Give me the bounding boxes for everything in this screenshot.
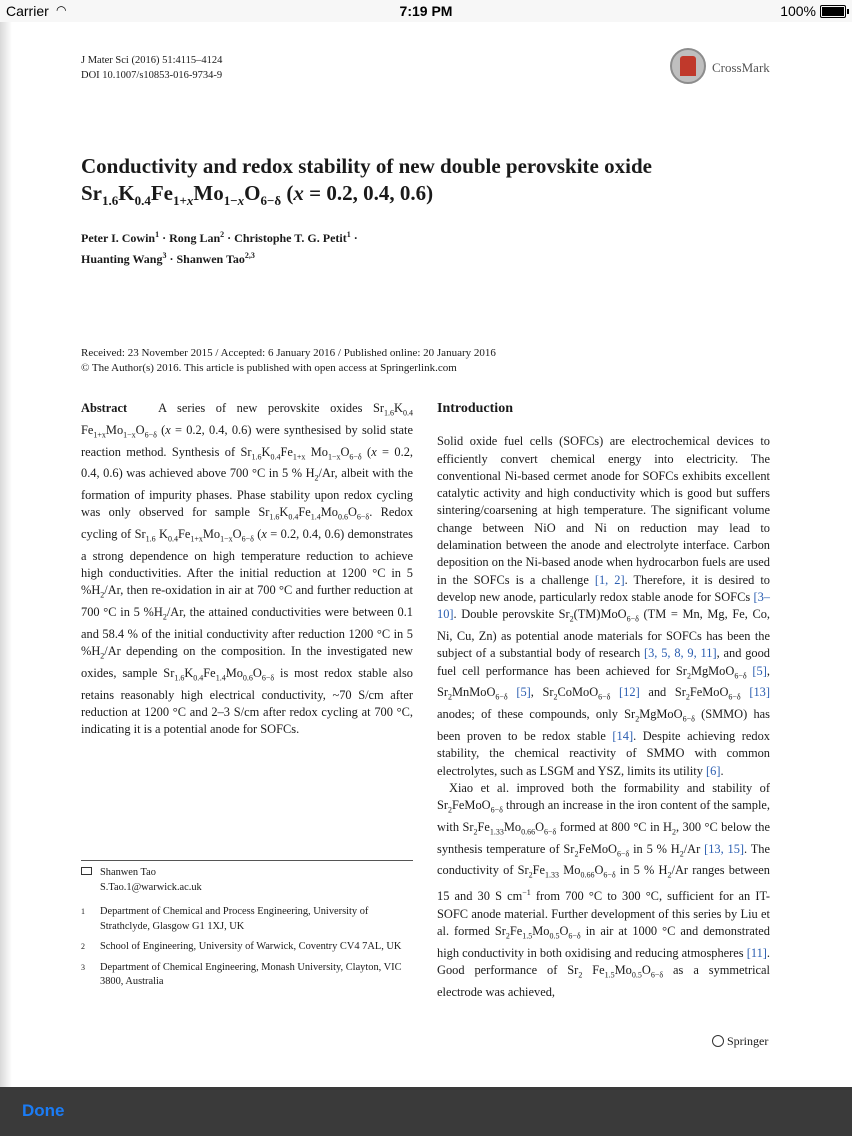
affiliation-text: School of Engineering, University of Warwick, Coventry CV4 7AL, UK [100,941,402,952]
reference-link[interactable]: [13] [749,685,770,700]
reference-link[interactable]: [6] [706,763,721,778]
crossmark-icon [670,48,706,84]
abstract-label: Abstract [81,401,128,415]
title-formula: $Sr_{1.6}K_{0.4}Fe_{1+x}Mo_{1-x}O_{6-\delta}$ [81,181,282,209]
springer-icon [712,1035,724,1047]
reference-link[interactable]: [1, 2] [594,572,625,587]
abstract-text: Abstract A series of new perovskite oxides $Sr_{1.6}K_{0.4}$ $Fe_{1+x}Mo_{1-x}O_{6-\delta}$ (x = 0.2, 0.4, 0.6) were synthesised by solid state reaction method. Synthesis of $Sr_{1.6}K_{0.4}Fe_{1+x}$ $Mo_{1-x}O_{6-\delta}$ (x = 0.2, 0.4, 0.6) was achieved above 700 °C in 5 % $H_2/Ar$, albeit with the formation of impurity phases. Phase stability upon redox cycling was only observed for sample $Sr_{1.6}K_{0.4}Fe_{1.4}Mo_{0.6}O_{6-\delta}$. Redox cycling of $Sr_{1.6}$ $K_{0.4}Fe_{1+x}Mo_{1-x}O_{6-\delta}$ (x = 0.2, 0.4, 0.6) demonstrates a strong dependence on high temperature reduction to achieve high conductivities. After the initial reduction at 1200 °C in 5 $\%H_2/Ar$, then re-oxidation in air at 700 °C and further reduction at 700 °C in 5 $\%H_2/Ar$, the attained conductivities were between 0.1 and 58.4 % of the initial conductivity after reduction 1200 °C in 5 $\%H_2/Ar$ depending on the composition. In the investigated new oxides, sample $Sr_{1.6}K_{0.4}Fe_{1.4}Mo_{0.6}O_{6-\delta}$ is most redox stable also retains reasonably high electrical conductivity, ~70 S/cm after reduction at 1200 °C and 2–3 S/cm after redox cycling at 700 °C, indicating it is a potential anode for SOFCs. [81,401,414,737]
intro-paragraph: Solid oxide fuel cells (SOFCs) are electrochemical devices to efficiently convert chemical energy into electricity. The conventional Ni-based cermet anode for SOFCs exhibits excellent catalytic activity and high conductivity which is good but suffers sintering/coarsening at high temperature. The significant volume change between NiO and Ni on reduction may lead to delamination between the anode and electrolyte interface. Carbon deposition on the Ni-based anode when hydrocarbon fuels are used in the SOFCs is a challenge [1, 2]. Therefore, it is desired to develop new anode, particularly redox stable anode for SOFCs [3–10]. Double perovskite $Sr_2(TM)MoO_{6-\delta}$ (TM = Mn, Mg, Fe, Co, Ni, Cu, Zn) as potential anode materials for SOFCs has been the subject of a substantial body of research [3, 5, 8, 9, 11], and good fuel cell performance has been achieved for $Sr_2MgMoO_{6-\delta}$ [5], $Sr_2MnMoO_{6-\delta}$ [5], $Sr_2CoMoO_{6-\delta}$ [12] and $Sr_2FeMoO_{6-\delta}$ [13] anodes; of these compounds, only $Sr_2MgMoO_{6-\delta}$ (SMMO) has been proven to be redox stable [14]. Despite achieving redox stability, the chemical reactivity of SMMO with common electrolytes, such as LSGM and YSZ, limits its utility [6]. [437,434,770,778]
author: Shanwen Tao [176,252,245,266]
author: Peter I. Cowin [81,231,156,245]
copyright-line: © The Author(s) 2016. This article is published with open access at Springerlink.com [81,362,457,374]
affiliation: 3 Department of Chemical Engineering, Monash University, Clayton, VIC 3800, Australia [81,961,402,987]
journal-citation [81,53,222,83]
reference-link[interactable]: [11] [746,945,767,960]
intro-paragraph: Xiao et al. improved both the formability and stability of $Sr_2FeMoO_{6-\delta}$ through an increase in the iron content of the sample, with $Sr_2Fe_{1.33}Mo_{0.66}O_{6-\delta}$ formed at 800 °C in $H_2$, 300 °C below the synthesis temperature of $Sr_2FeMoO_{6-\delta}$ in 5 % $H_2/Ar$ [13, 15]. The conductivity of $Sr_2Fe_{1.33}$ $Mo_{0.66}O_{6-\delta}$ in 5 % $H_2/Ar$ ranges between 15 and 30 S $cm^{-1}$ from 700 °C to 300 °C, sufficient for an IT-SOFC anode material. Further development of this series by Liu et al. formed $Sr_2Fe_{1.5}Mo_{0.5}O_{6-\delta}$ in air at 1000 °C and demonstrated high conductivity in both oxidising and reducing atmospheres [11]. Good performance of $Sr_2$ $Fe_{1.5}Mo_{0.5}O_{6-\delta}$ as a symmetrical electrode was achieved, [437,780,771,999]
status-time: 7:19 PM [399,3,453,19]
reference-link[interactable]: [5] [752,663,767,678]
done-button[interactable]: Done [22,1101,65,1120]
bottom-toolbar [0,1087,852,1136]
author: Christophe T. G. Petit [234,231,347,245]
battery-percentage: 100% [780,3,816,19]
contact-name: Shanwen Tao [100,867,156,878]
author-list: Peter I. Cowin$^1$ · Rong Lan$^2$ · Christophe T. G. Petit$^1$ · Huanting Wang$^3$ · Shanwen Tao$^{2,3}$ [81,230,358,266]
title-values: (x = 0.2, 0.4, 0.6) [286,181,434,205]
envelope-icon [81,867,92,875]
introduction-heading: Introduction [437,401,513,416]
abstract-column [81,400,413,739]
publisher-logo [712,1034,768,1049]
status-bar [0,0,852,22]
page-shadow [0,22,12,1087]
reference-link[interactable]: [5] [516,685,531,700]
battery-icon [820,5,846,18]
footnotes [81,866,413,996]
reference-link[interactable]: [3, 5, 8, 9, 11] [643,646,717,661]
article-title [81,153,781,214]
publication-dates [81,346,496,376]
reference-link[interactable]: [3–10] [437,589,770,622]
author: Rong Lan [169,231,221,245]
reference-link[interactable]: [13, 15] [704,841,745,856]
reference-link[interactable]: [14] [612,728,634,743]
footnote-divider [81,860,413,861]
title-text: Conductivity and redox stability of new double perovskite oxide [81,154,652,178]
crossmark-badge[interactable] [668,48,778,88]
affiliation-text: Department of Chemical and Process Engineering, University of Strathclyde, Glasgow G1 1XJ, UK [100,906,369,932]
corresponding-author [81,866,413,895]
contact-email[interactable]: S.Tao.1@warwick.ac.uk [100,881,202,893]
introduction-column [437,400,770,1001]
publisher-name: Springer [727,1034,769,1048]
wifi-icon: ◠ [56,3,67,17]
journal-line: J Mater Sci (2016) 51:4115–4124 [81,55,223,66]
carrier-label: Carrier [6,3,49,19]
affiliation: 2 School of Engineering, University of Warwick, Coventry CV4 7AL, UK [81,941,402,952]
received-line: Received: 23 November 2015 / Accepted: 6 January 2016 / Published online: 20 January 2016 [81,347,496,359]
doi-line: DOI 10.1007/s10853-016-9734-9 [81,70,223,81]
affiliation-text: Department of Chemical Engineering, Monash University, Clayton, VIC 3800, Australia [100,961,402,987]
affiliation: 1 Department of Chemical and Process Engineering, University of Strathclyde, Glasgow G1 1XJ, UK [81,906,369,932]
crossmark-label: CrossMark [712,60,770,75]
reference-link[interactable]: [12] [619,685,640,700]
author: Huanting Wang [81,252,163,266]
